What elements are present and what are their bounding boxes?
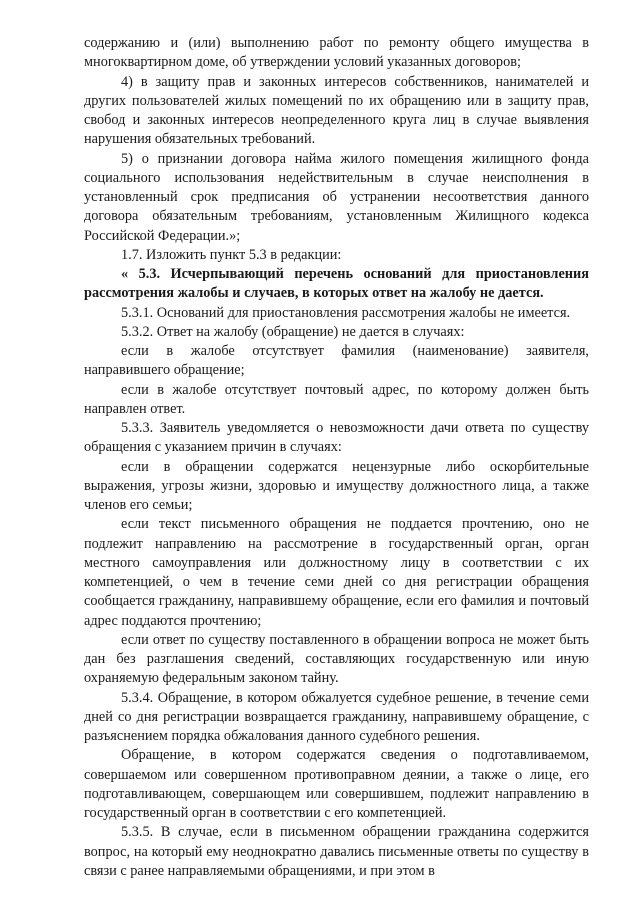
- paragraph-2: 4) в защиту прав и законных интересов собственников, нанимателей и других пользователей жилых помещений по их обращению или в защиту прав, свобод и законных интересов неопределенного круга лиц в случае выявления нарушения обязательных требований.: [84, 73, 589, 148]
- paragraph-5-3-1: 5.3.1. Оснований для приостановления рассмотрения жалобы не имеется.: [121, 304, 571, 321]
- paragraph-unlawful-act: Обращение, в котором содержатся сведения о подготавливаемом, совершаемом или совершенном противоправном деянии, а также о лице, его подготавливающем, совершающем или совершившем, подлежит направлению в государственный орган в соответствии с его компетенцией.: [84, 747, 589, 821]
- paragraph-case-3: если в обращении содержатся нецензурные либо оскорбительные выражения, угрозы жизни, здоровью и имуществу должностного лица, а также членов его семьи;: [84, 458, 589, 513]
- paragraph-case-4: если текст письменного обращения не поддается прочтению, оно не подлежит направлению на рассмотрение в государственный орган, орган местного самоуправления или должностному лицу в соответствии с их компетенцией, о чем в течение семи дней со дня регистрации обращения сообщается гражданину, направившему обращение, если его фамилия и почтовый адрес поддаются прочтению;: [84, 516, 589, 629]
- paragraph-1: содержанию и (или) выполнению работ по ремонту общего имущества в многоквартирном доме, об утверждении условий указанных договоров;: [84, 35, 589, 71]
- document-body: [84, 34, 589, 881]
- paragraph-case-1: если в жалобе отсутствует фамилия (наименование) заявителя, направившего обращение;: [84, 343, 589, 379]
- paragraph-5-3-5: 5.3.5. В случае, если в письменном обращении гражданина содержится вопрос, на который ему неоднократно давались письменные ответы по существу в связи с ранее направляемыми обращениями, и при этом в: [84, 824, 589, 879]
- paragraph-4: 1.7. Изложить пункт 5.3 в редакции:: [121, 246, 342, 263]
- paragraph-case-5: если ответ по существу поставленного в обращении вопроса не может быть дан без разглашения сведений, составляющих государственную или иную охраняемую федеральным законом тайну.: [84, 631, 589, 687]
- paragraph-3: 5) о признании договора найма жилого помещения жилищного фонда социального использования недействительным в случае неисполнения в установленный срок предписания об устранении несоответствия данного договора обязательным требованиям, установленным Жилищного кодекса Российской Федерации.»;: [84, 150, 589, 244]
- paragraph-5-3-3: 5.3.3. Заявитель уведомляется о невозможности дачи ответа по существу обращения с указанием причин в случаях:: [84, 420, 589, 456]
- paragraph-5-3-4: 5.3.4. Обращение, в котором обжалуется судебное решение, в течение семи дней со дня регистрации возвращается гражданину, направившему обращение, с разъяснением порядка обжалования данного судебного решения.: [84, 689, 589, 744]
- section-heading-5-3: « 5.3. Исчерпывающий перечень оснований для приостановления рассмотрения жалобы и случаев, в которых ответ на жалобу не дается.: [84, 266, 589, 302]
- paragraph-5-3-2: 5.3.2. Ответ на жалобу (обращение) не дается в случаях:: [121, 323, 465, 340]
- paragraph-case-2: если в жалобе отсутствует почтовый адрес, по которому должен быть направлен ответ.: [84, 381, 589, 417]
